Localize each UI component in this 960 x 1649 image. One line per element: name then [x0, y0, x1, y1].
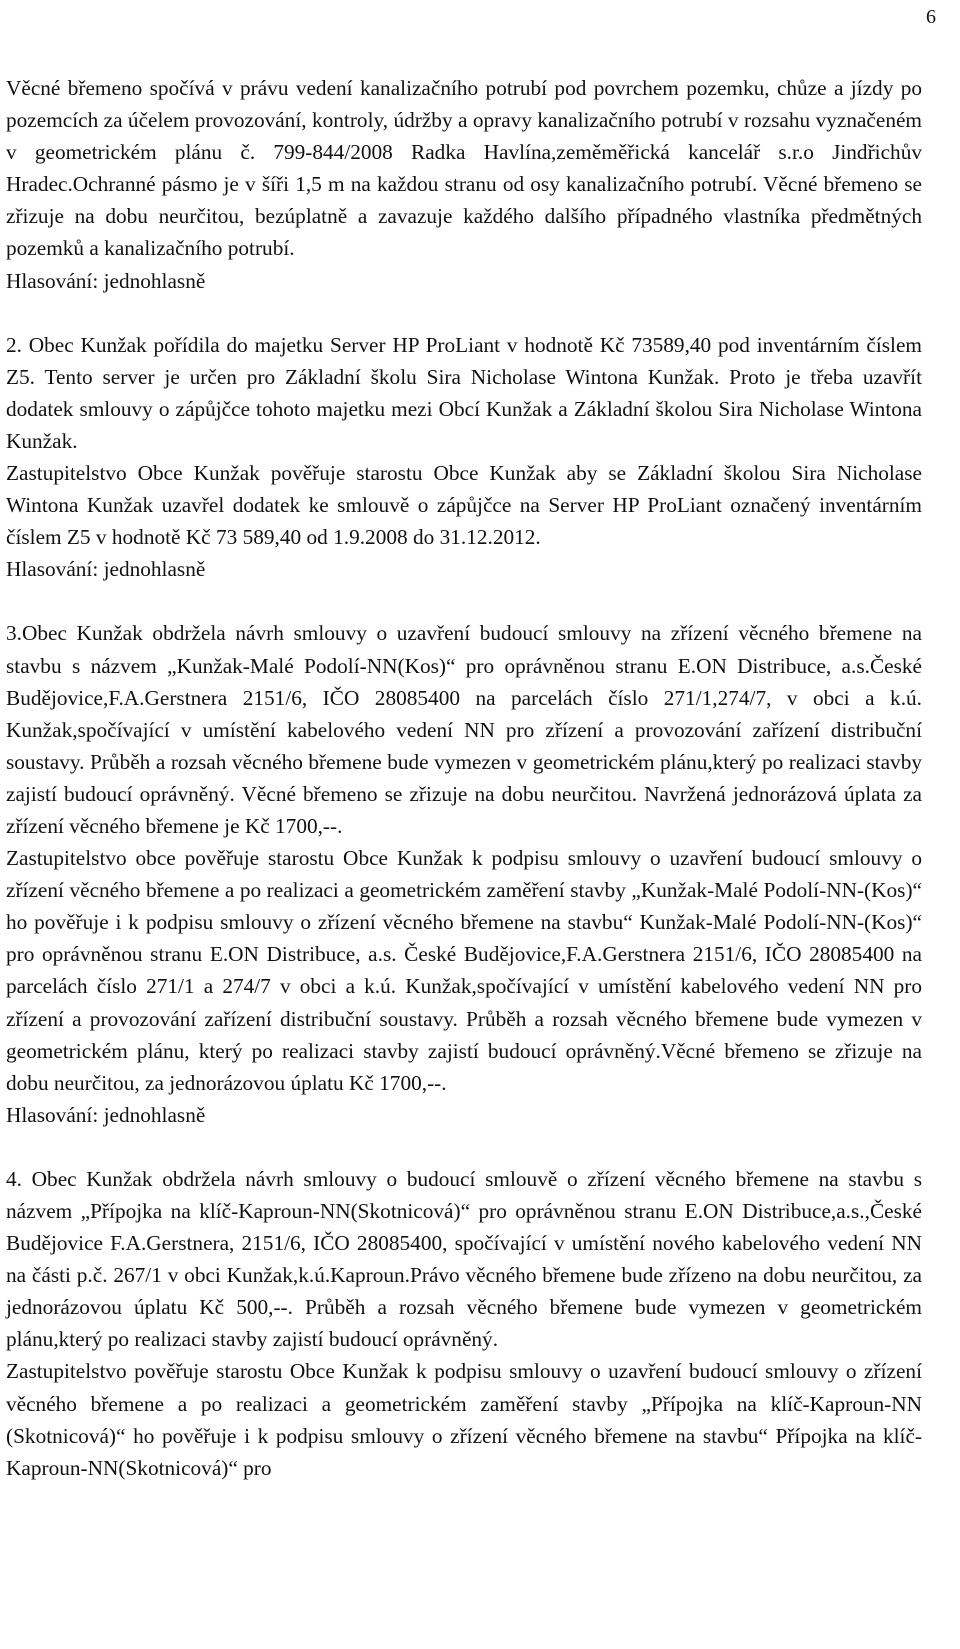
paragraph-item-4: 4. Obec Kunžak obdržela návrh smlouvy o budoucí smlouvě o zřízení věcného břemene na stavbu s názvem „Přípojka na klíč-Kaproun-NN(Skotnicová)“ pro oprávněnou stranu E.ON Distribuce,a.s.,České Budějovice F.A.Gerstnera, 2151/6, IČO 28085400, spočívající v umístění nového kabelového vedení NN na části p.č. 267/1 v obci Kunžak,k.ú.Kaproun.Právo věcného břemene bude zřízeno na dobu neurčitou, za jednorázovou úplatu Kč 500,--. Průběh a rozsah věcného břemene bude vymezen v geometrickém plánu,který po realizaci stavby zajistí budoucí oprávněný.	[6, 1166, 922, 1352]
paragraph-gap	[6, 297, 922, 329]
paragraph-item-3: 3.Obec Kunžak obdržela návrh smlouvy o uzavření budoucí smlouvy na zřízení věcného břemene na stavbu s názvem „Kunžak-Malé Podolí-NN(Kos)“ pro oprávněnou stranu E.ON Distribuce, a.s.České Budějovice,F.A.Gerstnera 2151/6, IČO 28085400 na parcelách číslo 271/1,274/7, v obci a k.ú. Kunžak,spočívající v umístění kabelového vedení NN pro zřízení a provozování zařízení distribuční soustavy. Průběh a rozsah věcného břemene bude vymezen v geometrickém plánu,který po realizaci stavby zajistí budoucí oprávněný. Věcné břemeno se zřizuje na dobu neurčitou. Navržená jednorázová úplata za zřízení věcného břemene je Kč 1700,--.	[6, 621, 922, 838]
paragraph-gap	[6, 1131, 922, 1163]
paragraph-gap	[6, 585, 922, 617]
vote-result: Hlasování: jednohlasně	[6, 557, 206, 582]
paragraph-item-3-resolution: Zastupitelstvo obce pověřuje starostu Obce Kunžak k podpisu smlouvy o uzavření budoucí smlouvy o zřízení věcného břemene a po realizaci a geometrickém zaměření stavby „Kunžak-Malé Podolí-NN-(Kos)“ ho pověřuje i k podpisu smlouvy o zřízení věcného břemene na stavbu“ Kunžak-Malé Podolí-NN-(Kos)“ pro oprávněnou stranu E.ON Distribuce, a.s. České Budějovice,F.A.Gerstnera 2151/6, IČO 28085400 na parcelách číslo 271/1 a 274/7 v obci a k.ú. Kunžak,spočívající v umístění kabelového vedení NN pro zřízení a provozování zařízení distribuční soustavy. Průběh a rozsah věcného břemene bude vymezen v geometrickém plánu, který po realizaci stavby zajistí budoucí oprávněný.Věcné břemeno se zřizuje na dobu neurčitou, za jednorázovou úplatu Kč 1700,--.	[6, 846, 922, 1095]
vote-result: Hlasování: jednohlasně	[6, 1102, 206, 1127]
vote-result: Hlasování: jednohlasně	[6, 268, 206, 293]
paragraph-item-2: 2. Obec Kunžak pořídila do majetku Server HP ProLiant v hodnotě Kč 73589,40 pod inventárním číslem Z5. Tento server je určen pro Základní školu Sira Nicholase Wintona Kunžak. Proto je třeba uzavřít dodatek smlouvy o zápůjčce tohoto majetku mezi Obcí Kunžak a Základní školou Sira Nicholase Wintona Kunžak.	[6, 332, 922, 453]
paragraph-item-2-resolution: Zastupitelstvo Obce Kunžak pověřuje starostu Obce Kunžak aby se Základní školou Sira Nicholase Wintona Kunžak uzavřel dodatek ke smlouvě o zápůjčce na Server HP ProLiant označený inventárním číslem Z5 v hodnotě Kč 73 589,40 od 1.9.2008 do 31.12.2012.	[6, 461, 922, 550]
paragraph-easement-description: Věcné břemeno spočívá v právu vedení kanalizačního potrubí pod povrchem pozemku, chůze a jízdy po pozemcích za účelem provozování, kontroly, údržby a opravy kanalizačního potrubí v rozsahu vyznačeném v geometrickém plánu č. 799-844/2008 Radka Havlína,zeměměřická kancelář s.r.o Jindřichův Hradec.Ochranné pásmo je v šíři 1,5 m na každou stranu od osy kanalizačního potrubí. Věcné břemeno se zřizuje na dobu neurčitou, bezúplatně a zavazuje každého dalšího případného vlastníka předmětných pozemků a kanalizačního potrubí.	[6, 76, 922, 261]
paragraph-item-4-resolution: Zastupitelstvo pověřuje starostu Obce Kunžak k podpisu smlouvy o uzavření budoucí smlouvy o zřízení věcného břemene a po realizaci a geometrickém zaměření stavby „Přípojka na klíč-Kaproun-NN (Skotnicová)“ ho pověřuje i k podpisu smlouvy o zřízení věcného břemene na stavbu“ Přípojka na klíč-Kaproun-NN(Skotnicová)“ pro	[6, 1359, 922, 1480]
page-number: 6	[926, 6, 936, 28]
